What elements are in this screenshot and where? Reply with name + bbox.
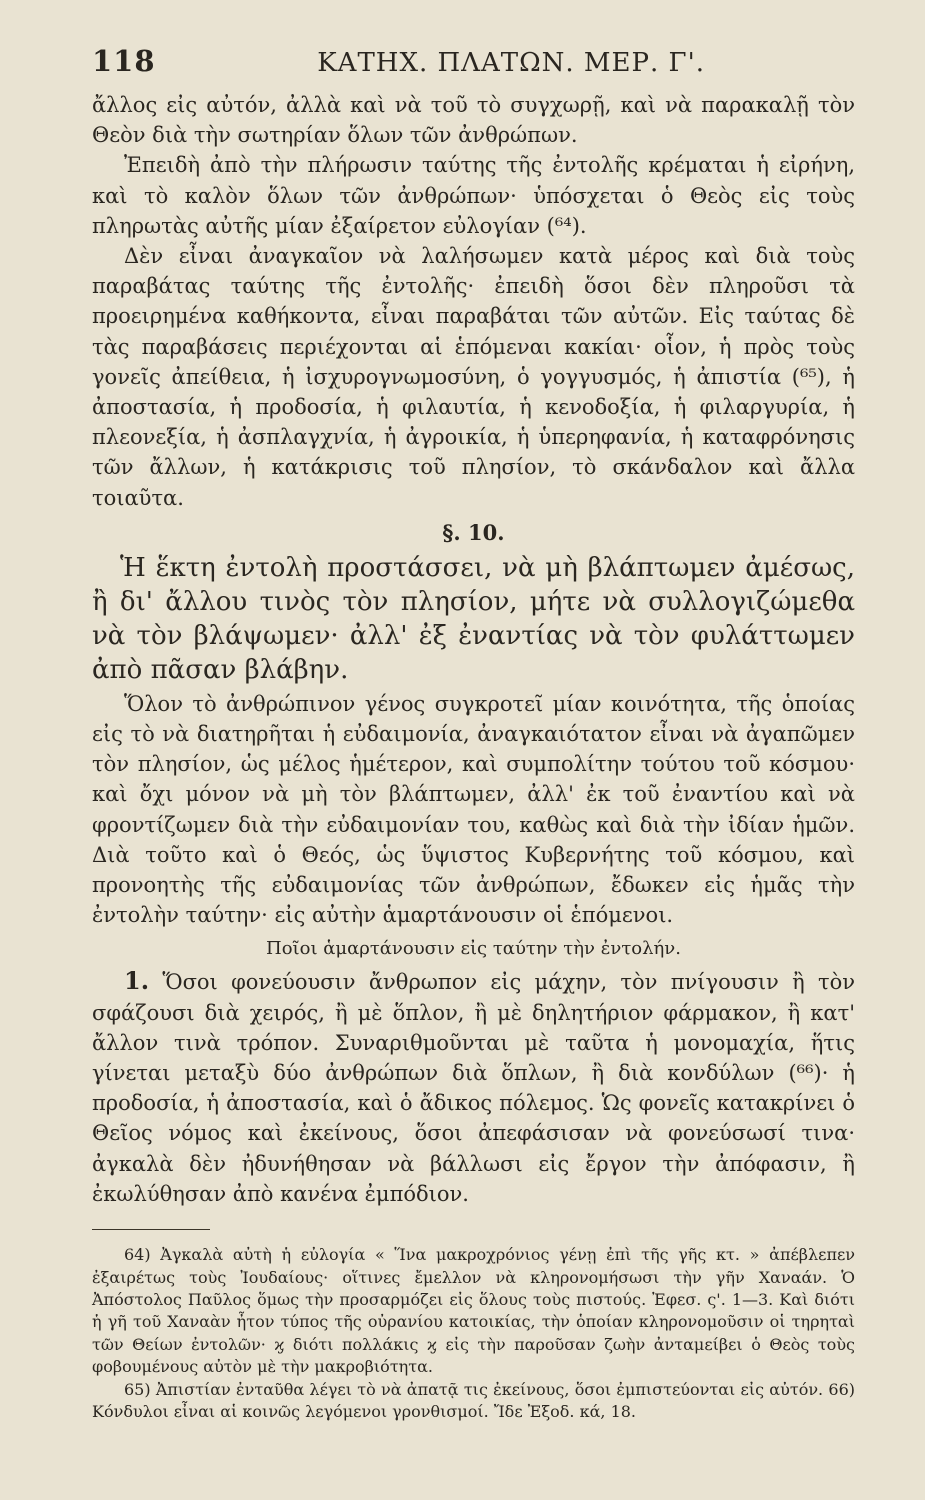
running-head: ΚΑΤΗΧ. ΠΛΑΤΩΝ. ΜΕΡ. Γ'.: [317, 48, 705, 78]
list-item-1: [92, 966, 855, 1209]
paragraph-continuation: ἄλλος εἰς αὐτόν, ἀλλὰ καὶ νὰ τοῦ τὸ συγχωρῇ, καὶ νὰ παρακαλῇ τὸν Θεὸν διὰ τὴν σωτηρίαν ὅλων τῶν ἀνθρώπων.: [92, 93, 855, 148]
paragraph-community: Ὅλον τὸ ἀνθρώπινον γένος συγκροτεῖ μίαν κοινότητα, τῆς ὁποίας εἰς τὸ νὰ διατηρῆται ἡ εὐδαιμονία, ἀναγκαιότατον εἶναι νὰ ἀγαπῶμεν τὸν πλησίον, ὡς μέλος ἡμέτερον, καὶ συμπολίτην τούτου τοῦ κόσμου· καὶ ὄχι μόνον νὰ μὴ τὸν βλάπτωμεν, ἀλλ' ἐκ τοῦ ἐναντίου καὶ νὰ φροντίζωμεν διὰ τὴν εὐδαιμονίαν του, καθὼς καὶ διὰ τὴν ἰδίαν ἡμῶν. Διὰ τοῦτο καὶ ὁ Θεός, ὡς ὕψιστος Κυβερνήτης τοῦ κόσμου, καὶ προνοητὴς τῆς εὐδαιμονίας τῶν ἀνθρώπων, ἔδωκεν εἰς ἡμᾶς τὴν ἐντολὴν ταύτην· εἰς αὐτὴν ἁμαρτάνουσιν οἱ ἑπόμενοι.: [92, 691, 855, 928]
section-mark: §. 10.: [442, 519, 505, 545]
paragraph-blessing: Ἐπειδὴ ἀπὸ τὴν πλήρωσιν ταύτης τῆς ἐντολῆς κρέμαται ἡ εἰρήνη, καὶ τὸ καλὸν ὅλων τῶν ἀνθρώπων· ὑπόσχεται ὁ Θεὸς εἰς τοὺς πληρωτὰς αὐτῆς μίαν ἐξαίρετον εὐλογίαν (⁶⁴).: [92, 153, 855, 238]
page-number: 118: [92, 44, 156, 78]
paragraph-transgressors: Δὲν εἶναι ἀναγκαῖον νὰ λαλήσωμεν κατὰ μέρος καὶ διὰ τοὺς παραβάτας ταύτης τῆς ἐντολῆς· ἐπειδὴ ὅσοι δὲν πληροῦσι τὰ προειρημένα καθήκοντα, εἶναι παραβάται τῶν αὐτῶν. Εἰς ταύτας δὲ τὰς παραβάσεις περιέχονται αἱ ἑπόμεναι κακίαι· οἷον, ἡ πρὸς τοὺς γονεῖς ἀπείθεια, ἡ ἰσχυρογνωμοσύνη, ὁ γογγυσμός, ἡ ἀπιστία (⁶⁵), ἡ ἀποστασία, ἡ προδοσία, ἡ φιλαυτία, ἡ κενοδοξία, ἡ φιλαργυρία, ἡ πλεονεξία, ἡ ἀσπλαγχνία, ἡ ἀγροικία, ἡ ὑπερηφανία, ἡ καταφρόνησις τῶν ἄλλων, ἡ κατάκρισις τοῦ πλησίον, τὸ σκάνδαλον καὶ ἄλλα τοιαῦτα.: [92, 244, 855, 510]
page-header: [92, 44, 855, 90]
item-number: 1.: [124, 966, 150, 996]
subheading: Ποῖοι ἁμαρτάνουσιν εἰς ταύτην τὴν ἐντολήν.: [266, 938, 681, 960]
item-text: Ὅσοι φονεύουσιν ἄνθρωπον εἰς μάχην, τὸν πνίγουσιν ἢ τὸν σφάζουσι διὰ χειρός, ἢ μὲ ὅπλον, ἢ μὲ δηλητήριον φάρμακον, ἢ κατ' ἄλλον τινὰ τρόπον. Συναριθμοῦνται μὲ ταῦτα ἡ μονομαχία, ἥτις γίνεται μεταξὺ δύο ἀνθρώπων διὰ ὅπλων, ἢ διὰ κονδύλων (⁶⁶)· ἡ προδοσία, ἡ ἀποστασία, καὶ ὁ ἄδικος πόλεμος. Ὡς φονεῖς κατακρίνει ὁ Θεῖος νόμος καὶ ἐκείνους, ὅσοι ἀπεφάσισαν νὰ φονεύσωσί τινα· ἀγκαλὰ δὲν ἠδυνήθησαν νὰ βάλλωσι εἰς ἔργον τὴν ἀπόφασιν, ἢ ἐκωλύθησαν ἀπὸ κανένα ἐμπόδιον.: [92, 970, 855, 1206]
footnote-64: 64) Ἀγκαλὰ αὐτὴ ἡ εὐλογία « Ἵνα μακροχρόνιος γένῃ ἐπὶ τῆς γῆς κτ. » ἀπέβλεπεν ἐξαιρέτως τοὺς Ἰουδαίους· οἵτινες ἔμελλον νὰ κληρονομήσωσι τὴν γῆν Χαναάν. Ὁ Ἀπόστολος Παῦλος ὅμως τὴν προσαρμόζει εἰς ὅλους τοὺς πιστούς. Ἐφεσ. ς'. 1—3. Καὶ διότι ἡ γῆ τοῦ Χαναὰν ἦτον τύπος τῆς οὐρανίου κατοικίας, τὴν ὁποίαν κληρονομοῦσιν οἱ τηρηταὶ τῶν Θείων ἐντολῶν· ϗ διότι πολλάκις ϗ εἰς τὴν παροῦσαν ζωὴν ἀνταμείβει ὁ Θεὸς τοὺς φοβουμένους αὐτὸν μὲ τὴν μακροβιότητα.: [92, 1245, 855, 1377]
footnote-rule: [92, 1229, 210, 1230]
commandment-text: Ἡ ἕκτη ἐντολὴ προστάσσει, νὰ μὴ βλάπτωμεν ἀμέσως, ἢ δι' ἄλλου τινὸς τὸν πλησίον, μήτε νὰ συλλογιζώμεθα νὰ τὸν βλάψωμεν· ἀλλ' ἐξ ἐναντίας νὰ τὸν φυλάττωμεν ἀπὸ πᾶσαν βλάβην.: [92, 552, 855, 685]
footnote-65-66: 65) Ἀπιστίαν ἐνταῦθα λέγει τὸ νὰ ἀπατᾷ τις ἐκείνους, ὅσοι ἐμπιστεύονται εἰς αὐτόν. 66) Κόνδυλοι εἶναι αἱ κοινῶς λεγόμενοι γρονθισμοί. Ἴδε Ἐξοδ. κά, 18.: [92, 1379, 855, 1421]
